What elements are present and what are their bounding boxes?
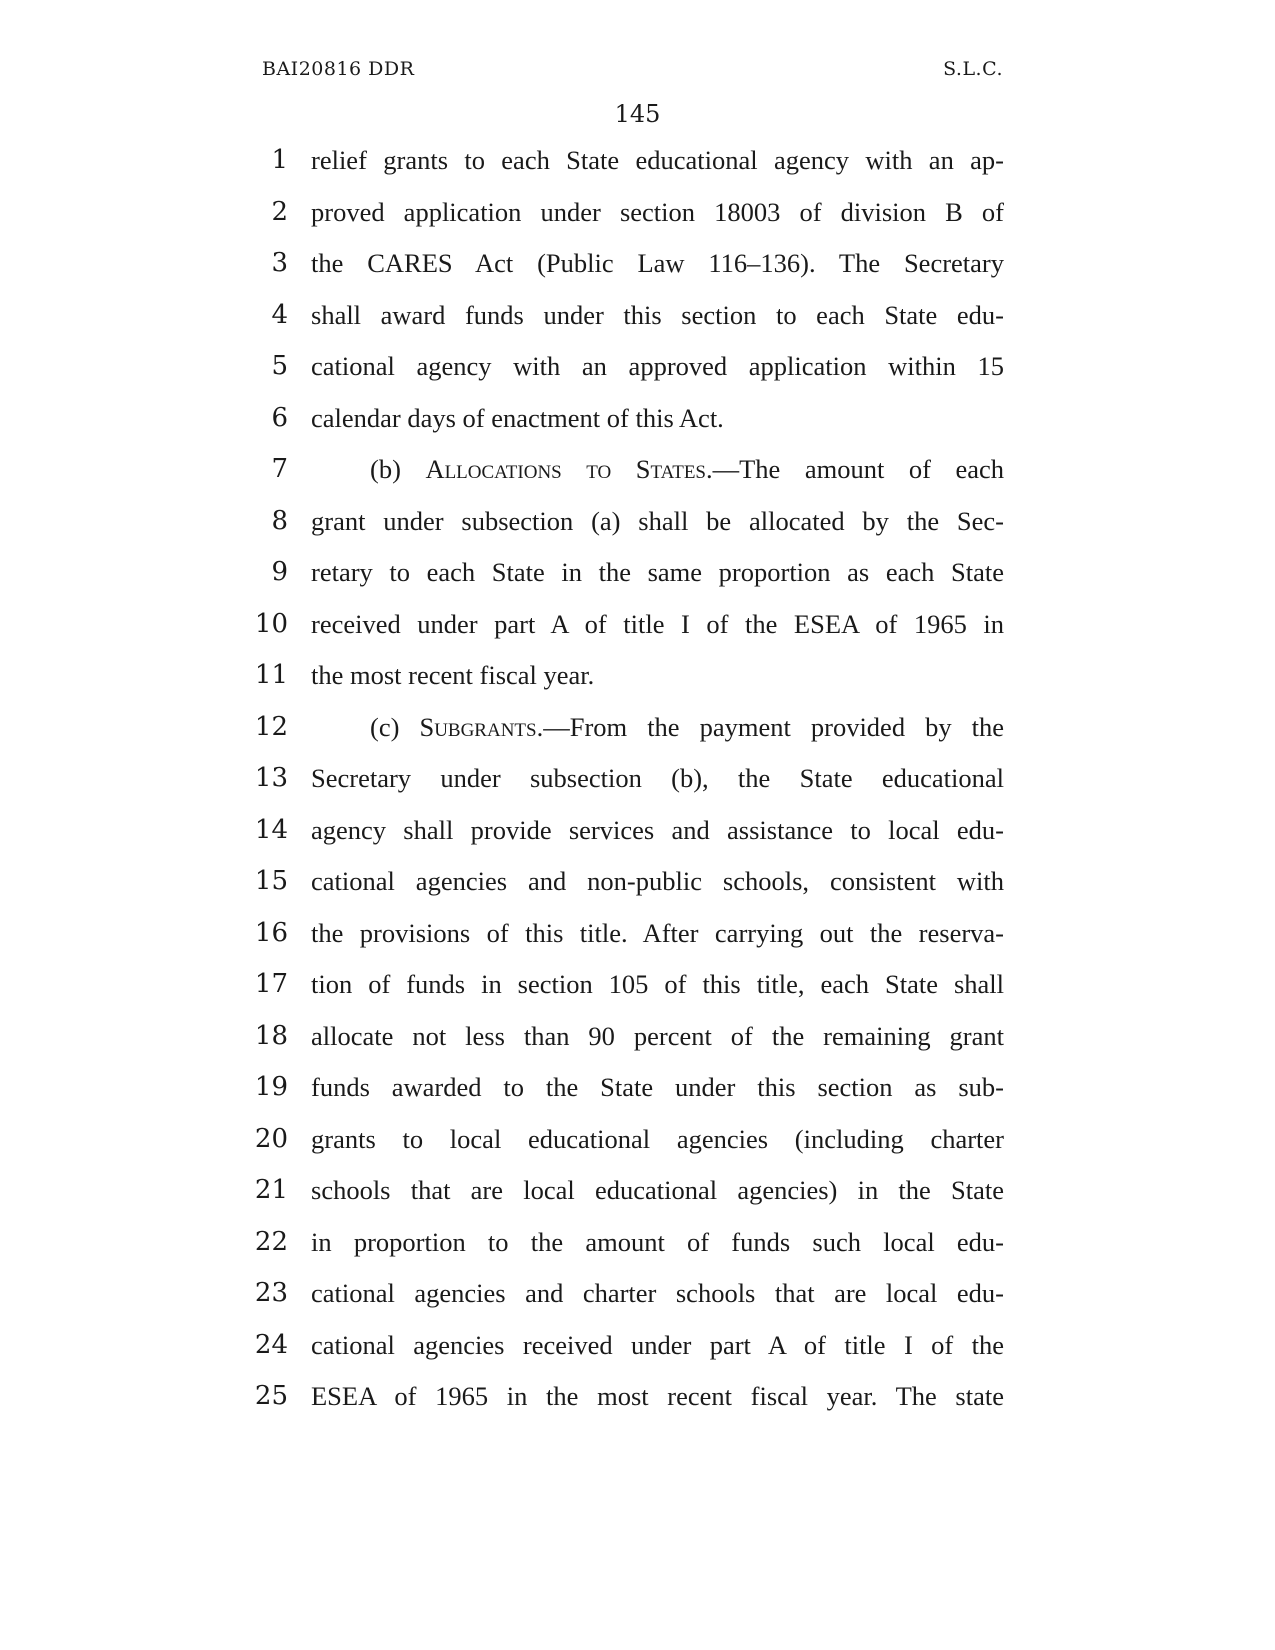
line-text: ESEA of 1965 in the most recent fiscal year. The state xyxy=(311,1381,1004,1411)
text-line xyxy=(0,194,1275,230)
text-line xyxy=(0,812,1275,848)
line-number: 15 xyxy=(254,866,288,896)
text-line xyxy=(0,1121,1275,1157)
line-number: 10 xyxy=(254,608,288,639)
line-text xyxy=(370,451,1004,487)
line-number: 14 xyxy=(254,814,288,845)
line-text: the CARES Act (Public Law 116–136). The Secretary xyxy=(311,248,1004,278)
line-number: 8 xyxy=(271,505,288,536)
text-line xyxy=(0,1069,1275,1105)
text-line xyxy=(0,297,1275,333)
line-number: 22 xyxy=(254,1226,288,1257)
subsection-heading: Allocations to States xyxy=(425,454,706,484)
text-line xyxy=(0,451,1275,487)
line-text: the provisions of this title. After carrying out the reserva- xyxy=(311,917,1004,948)
line-text: the most recent fiscal year. xyxy=(311,660,595,690)
line-number: 11 xyxy=(254,660,288,690)
line-text: cational agency with an approved application within 15 xyxy=(311,351,1004,381)
line-number: 7 xyxy=(271,454,288,484)
line-text: calendar days of enactment of this Act. xyxy=(311,402,724,433)
subsection-heading: Subgrants xyxy=(419,711,537,742)
text-line xyxy=(0,863,1275,899)
line-number: 3 xyxy=(271,248,288,278)
text-line xyxy=(0,245,1275,281)
line-number: 5 xyxy=(271,351,288,381)
line-text: retary to each State in the same proportion as each State xyxy=(311,557,1004,587)
line-number: 21 xyxy=(254,1175,288,1205)
line-number: 25 xyxy=(254,1381,288,1411)
line-number: 1 xyxy=(271,145,288,175)
line-text: Secretary under subsection (b), the State educational xyxy=(311,763,1004,793)
line-number: 17 xyxy=(254,969,288,999)
line-number: 20 xyxy=(254,1123,288,1154)
line-text: in proportion to the amount of funds such local edu- xyxy=(311,1226,1004,1257)
text-line xyxy=(0,606,1275,642)
text-line xyxy=(0,554,1275,590)
text-line xyxy=(0,1378,1275,1414)
line-number: 19 xyxy=(254,1072,288,1102)
text-line xyxy=(0,1018,1275,1054)
line-number: 18 xyxy=(254,1020,288,1051)
line-number: 24 xyxy=(254,1329,288,1360)
line-text: grant under subsection (a) shall be allocated by the Sec- xyxy=(311,505,1004,536)
line-text: schools that are local educational agencies) in the State xyxy=(311,1175,1004,1205)
text-line xyxy=(0,1224,1275,1260)
line-text: funds awarded to the State under this section as sub- xyxy=(311,1072,1004,1102)
line-number: 23 xyxy=(254,1278,288,1308)
subsection-marker: (c) xyxy=(370,711,420,742)
text-line xyxy=(0,657,1275,693)
text-line xyxy=(0,915,1275,951)
subsection-text: .—The amount of each xyxy=(706,454,1005,484)
text-line xyxy=(0,1275,1275,1311)
page-number: 145 xyxy=(614,100,661,128)
text-line xyxy=(0,400,1275,436)
line-text: relief grants to each State educational agency with an ap- xyxy=(311,145,1004,175)
subsection-marker: (b) xyxy=(370,454,426,484)
line-number: 12 xyxy=(254,711,288,742)
subsection-text: .—From the payment provided by the xyxy=(536,711,1005,742)
line-text xyxy=(370,709,1004,745)
line-text: cational agencies received under part A of title I of the xyxy=(311,1329,1004,1360)
text-line xyxy=(0,709,1275,745)
line-text: cational agencies and charter schools that are local edu- xyxy=(311,1278,1004,1308)
line-text: allocate not less than 90 percent of the remaining grant xyxy=(311,1020,1004,1051)
text-line xyxy=(0,348,1275,384)
document-id: BAI20816 DDR xyxy=(262,58,415,80)
text-line xyxy=(0,966,1275,1002)
line-number: 16 xyxy=(254,917,288,948)
line-number: 9 xyxy=(271,557,288,587)
line-text: tion of funds in section 105 of this title, each State shall xyxy=(311,969,1004,999)
line-text: shall award funds under this section to each State edu- xyxy=(311,299,1004,330)
text-line xyxy=(0,1172,1275,1208)
slc-mark: S.L.C. xyxy=(943,58,1003,80)
line-text: received under part A of title I of the ESEA of 1965 in xyxy=(311,608,1004,639)
line-text: cational agencies and non-public schools, consistent with xyxy=(311,866,1004,896)
text-line xyxy=(0,142,1275,178)
line-number: 4 xyxy=(271,299,288,330)
line-number: 6 xyxy=(271,402,288,433)
text-line xyxy=(0,503,1275,539)
line-text: agency shall provide services and assistance to local edu- xyxy=(311,814,1004,845)
line-text: proved application under section 18003 of division B of xyxy=(311,196,1004,227)
line-text: grants to local educational agencies (including charter xyxy=(311,1123,1004,1154)
line-number: 2 xyxy=(271,196,288,227)
line-number: 13 xyxy=(254,763,288,793)
text-line xyxy=(0,1327,1275,1363)
text-line xyxy=(0,760,1275,796)
